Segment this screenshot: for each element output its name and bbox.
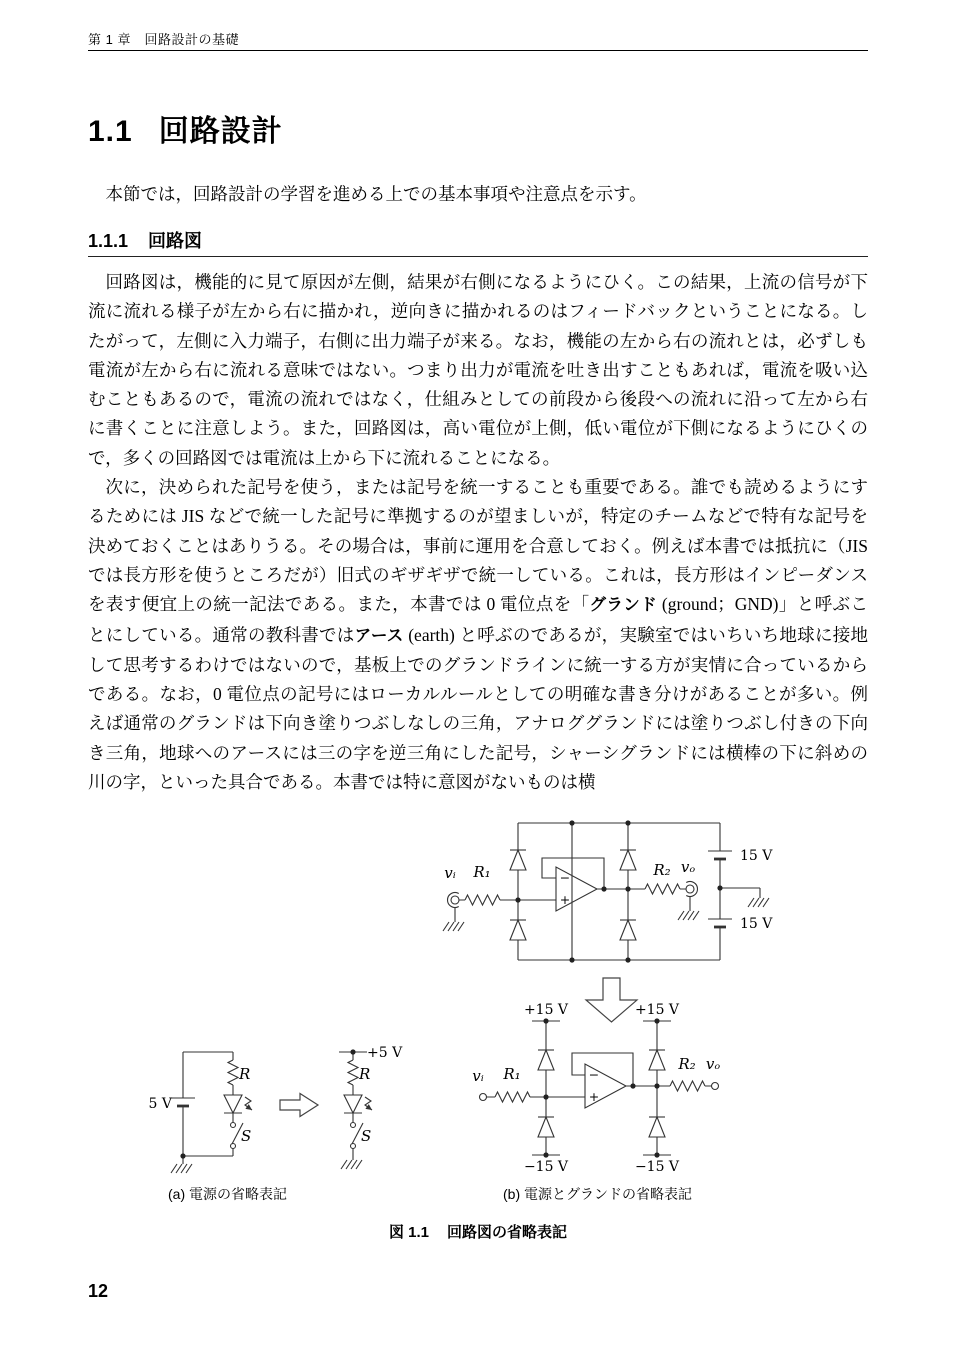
paragraph-1: 回路図は，機能的に見て原因が左側，結果が右側になるようにひく。この結果，上流の信号が下流に流れる様子が左から右に描かれ，逆向きに描かれるのはフィードバックということになる。したがって，左側に入力端子，右側に出力端子が来る。なお，機能の左から右の流れとは，必ずしも電流が左から右に流れる意味ではない。つまり出力が電流を吐き出すこともあれば，電流を吸い込むこともあるので，電流の流れではなく，仕組みとしての前段から後段への流れに沿って左から右に書くことに注意しよう。また，回路図は，高い電位が上側，低い電位が下側になるようにひくので，多くの回路図では電流は上から下に流れることになる。 [88, 272, 868, 468]
down-arrow-icon [586, 978, 637, 1022]
vi-label: vᵢ [444, 864, 456, 882]
pos-rail-label: +5 V [367, 1045, 403, 1061]
junction-dot [180, 1153, 185, 1158]
p2-segment-2: (ground；GND)」と呼ぶことにしている。通常の教科書では [88, 594, 868, 645]
wires [183, 1052, 353, 1164]
r1-label: R₁ [503, 1065, 521, 1083]
subsection-heading [88, 227, 202, 253]
negative-rail-icon [643, 1152, 671, 1157]
ground-icon [171, 1164, 192, 1173]
ground-icon [341, 1160, 362, 1169]
figure-caption-label: 図 1.1 [388, 1224, 429, 1241]
clamp-diode-icon [649, 1117, 665, 1137]
opamp-minus-label: − [588, 1067, 600, 1082]
opamp-plus-label: + [588, 1089, 600, 1104]
neg-rail-label: −15 V [523, 1159, 569, 1175]
resistor-icon [465, 895, 500, 905]
input-terminal-icon [480, 1094, 487, 1101]
clamp-diode-icon [538, 1050, 554, 1070]
p2-bold-earth: アース [354, 626, 404, 645]
resistor-icon [645, 884, 680, 894]
intro-paragraph: 本節では，回路設計の学習を進める上での基本事項や注意点を示す。 [105, 184, 647, 204]
resistor-icon [495, 1092, 530, 1102]
neg-rail-label: −15 V [634, 1159, 680, 1175]
figure-caption-title: 回路図の省略表記 [447, 1224, 568, 1241]
right-arrow-icon [280, 1094, 318, 1117]
positive-rail-icon [532, 1018, 560, 1023]
resistor-label: R [359, 1065, 371, 1083]
resistor-icon [670, 1081, 705, 1091]
subsection-rule [88, 256, 868, 257]
vo-label: vₒ [705, 1055, 721, 1073]
battery-icon [171, 1098, 195, 1106]
pos-rail-label: +15 V [634, 1002, 680, 1018]
running-header: 第 1 章 回路設計の基礎 [88, 32, 239, 47]
battery-icon [708, 919, 732, 927]
subsection-title: 回路図 [148, 231, 203, 251]
paragraph-2 [88, 473, 868, 797]
positive-rail-icon [643, 1018, 671, 1023]
switch-label: S [241, 1127, 252, 1145]
subcaption-a: (a) 電源の省略表記 [168, 1186, 287, 1202]
abbreviated-circuit-a [149, 1045, 404, 1173]
ground-icon [748, 898, 769, 907]
page-number: 12 [88, 1281, 109, 1301]
clamp-diode-icon [620, 920, 636, 940]
opamp-plus-label: + [559, 892, 571, 907]
opamp-minus-label: − [559, 870, 571, 885]
pos-rail-label: +15 V [523, 1002, 569, 1018]
section-number: 1.1 [88, 115, 133, 148]
r1-label: R₁ [473, 863, 491, 881]
section-heading [88, 106, 283, 150]
subcaption-b: (b) 電源とグランドの省略表記 [503, 1186, 692, 1202]
negative-rail-icon [532, 1152, 560, 1157]
clamp-diode-icon [510, 850, 526, 870]
clamp-diode-icon [510, 920, 526, 940]
full-notation-circuit [443, 820, 773, 962]
clamp-diode-icon [620, 850, 636, 870]
vi-label: vᵢ [472, 1067, 484, 1085]
led-icon [224, 1095, 252, 1113]
running-header-rule [88, 50, 868, 51]
abbreviated-circuit-b [472, 1002, 720, 1175]
positive-rail-icon [339, 1049, 367, 1054]
clamp-diode-icon [649, 1050, 665, 1070]
p2-segment-3: (earth) と呼ぶのであるが，実験室ではいちいち地球に接地して思考するわけではないので，基板上でのグランドラインに統一する方が実情に合っているからである。なお，0 電位点の記号にはローカルルールとしての明確な書き分けがあることが多い。例えば通常のグランドは下向き塗りつぶしなしの三角，アナロググランドには塗りつぶし付きの下向き三角，地球へのアースには三の字を逆三角にした記号，シャーシグランドには横棒の下に斜めの川の字，といった具合である。本書では特に意図がないものは横 [88, 624, 868, 793]
ground-icon [678, 911, 699, 920]
input-terminal-icon [448, 893, 459, 908]
figure-caption [88, 1221, 868, 1242]
clamp-diode-icon [538, 1117, 554, 1137]
battery-voltage-label: 15 V [740, 848, 773, 864]
vo-label: vₒ [680, 858, 696, 876]
p2-bold-ground: グランド [589, 596, 658, 615]
resistor-icon [348, 1060, 358, 1085]
led-icon [344, 1095, 372, 1113]
battery-icon [708, 851, 732, 859]
section-title: 回路設計 [158, 115, 283, 148]
battery-voltage-label: 5 V [148, 1096, 172, 1112]
wires [455, 823, 760, 960]
ground-icon [443, 922, 464, 931]
p2-segment-1: 次に，決められた記号を使う，または記号を統一することも重要である。誰でも読めるようにするためには JIS などで統一した記号に準拠するのが望ましいが，特定のチームなどで特有な記号を決めておくことはありうる。その場合は，事前に運用を合意しておく。例えば本書では抵抗に（JIS では長方形を使うところだが）旧式のギザギザで統一している。これは，長方形はインピーダンスを表す便宜上の統一記法である。また，本書では 0 電位点を「 [88, 477, 868, 615]
r2-label: R₂ [678, 1055, 696, 1073]
figure-1-1 [88, 808, 868, 1208]
output-terminal-icon [686, 882, 697, 897]
subsection-number: 1.1.1 [88, 231, 129, 251]
resistor-label: R [239, 1065, 251, 1083]
switch-label: S [361, 1127, 372, 1145]
r2-label: R₂ [653, 861, 671, 879]
body-text [88, 268, 868, 797]
output-terminal-icon [712, 1083, 719, 1090]
battery-voltage-label: 15 V [740, 916, 773, 932]
resistor-icon [228, 1060, 238, 1085]
